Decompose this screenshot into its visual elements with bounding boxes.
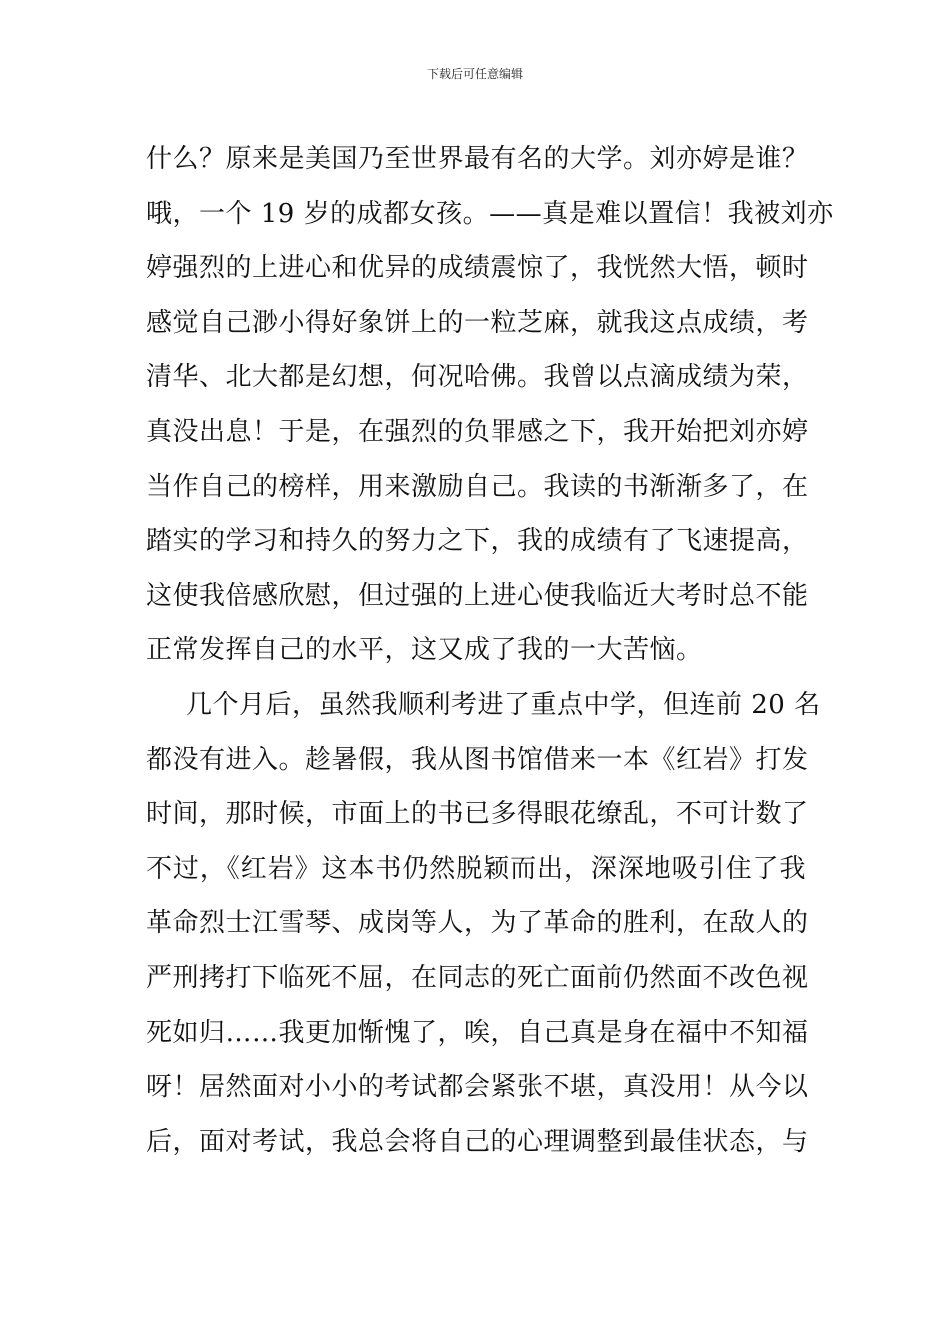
body-text [146,132,834,1169]
text-line: 当作自己的榜样，用来激励自己。我读的书渐渐多了，在 [146,471,809,502]
page-header: 下载后可任意编辑 [426,67,523,81]
text-line: 严刑拷打下临死不屈，在同志的死亡面前仍然面不改色视 [146,962,809,993]
text-line: 哦，一个 19 岁的成都女孩。——真是难以置信！我被刘亦 [146,198,834,229]
text-line: 呀！居然面对小小的考试都会紧张不堪，真没用！从今以 [146,1072,809,1103]
text-line: 革命烈士江雪琴、成岗等人，为了革命的胜利，在敌人的 [146,908,809,939]
text-line: 后，面对考试，我总会将自己的心理调整到最佳状态，与 [146,1126,809,1157]
text-line: 感觉自己渺小得好象饼上的一粒芝麻，就我这点成绩，考 [146,307,809,338]
text-line: 清华、北大都是幻想，何况哈佛。我曾以点滴成绩为荣， [146,362,809,393]
paragraph-start-line: 几个月后，虽然我顺利考进了重点中学，但连前 20 名 [186,689,821,720]
text-line: 都没有进入。趁暑假，我从图书馆借来一本《红岩》打发 [146,744,809,775]
paragraph-end-line: 正常发挥自己的水平，这又成了我的一大苦恼。 [146,635,703,666]
text-line: 死如归……我更加惭愧了，唉，自己真是身在福中不知福 [146,1017,809,1048]
text-line: 不过，《红岩》这本书仍然脱颖而出，深深地吸引住了我 [146,853,806,884]
text-line: 真没出息！于是，在强烈的负罪感之下，我开始把刘亦婷 [146,416,809,447]
text-line: 婷强烈的上进心和优异的成绩震惊了，我恍然大悟，顿时 [146,253,809,284]
text-line: 时间，那时候，市面上的书已多得眼花缭乱，不可计数了 [146,799,809,830]
text-line: 踏实的学习和持久的努力之下，我的成绩有了飞速提高， [146,526,809,557]
text-line: 这使我倍感欣慰，但过强的上进心使我临近大考时总不能 [146,580,809,611]
text-line: 什么？原来是美国乃至世界最有名的大学。刘亦婷是谁？ [146,144,809,174]
